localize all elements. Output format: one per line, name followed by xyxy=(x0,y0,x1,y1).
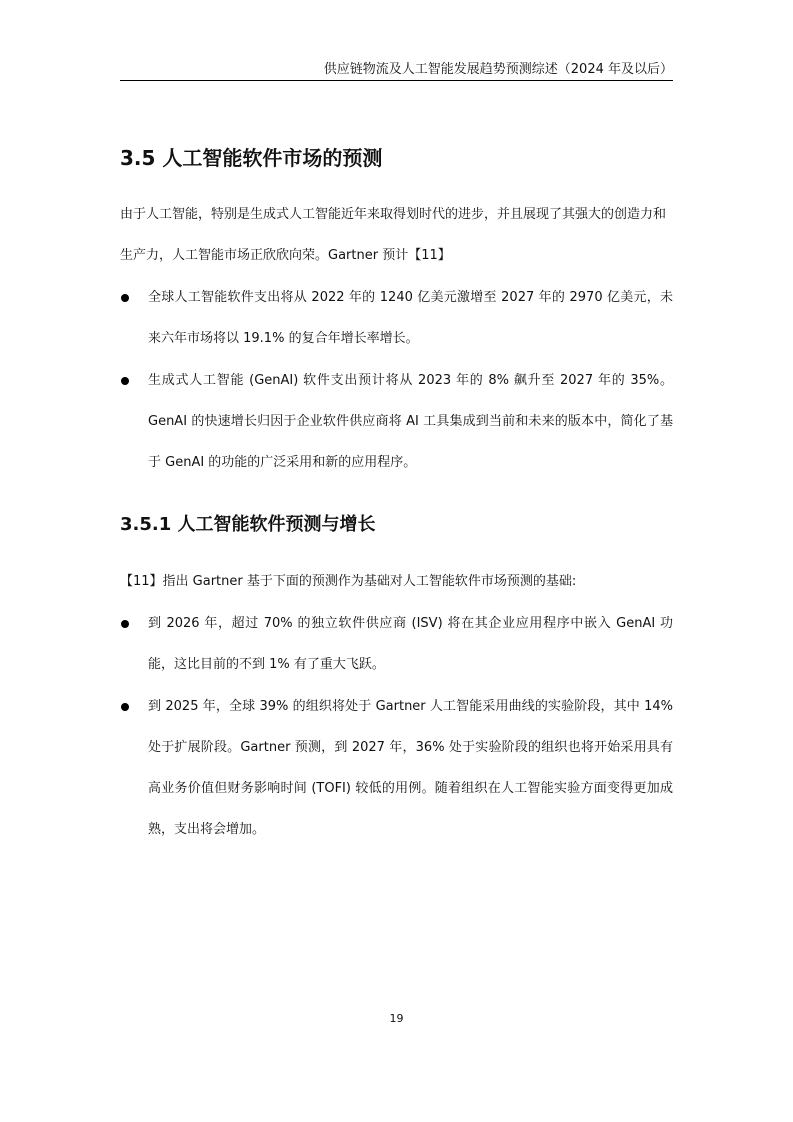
subsection-heading: 3.5.1 人工智能软件预测与增长 xyxy=(120,514,376,535)
bullet-dot-icon xyxy=(121,294,129,302)
subsection-intro-paragraph: 【11】指出 Gartner 基于下面的预测作为基础对人工智能软件市场预测的基础: xyxy=(120,574,577,589)
section-heading: 3.5 人工智能软件市场的预测 xyxy=(120,146,383,170)
list-item-text: 到 2025 年，全球 39% 的组织将处于 Gartner 人工智能采用曲线的实验阶段，其中 14% 处于扩展阶段。Gartner 预测，到 2027 年，36% 处于实验阶段的组织也将开始采用具有高业务价值但财务影响时间 (TOFI) 较低的用例。随着组织在人工智能实验方面变得更加成熟，支出将会增加。 xyxy=(148,699,673,837)
bullet-dot-icon xyxy=(121,377,129,385)
running-header: 供应链物流及人工智能发展趋势预测综述（2024 年及以后） xyxy=(323,62,673,77)
header-divider xyxy=(120,80,673,81)
list-item-text: 全球人工智能软件支出将从 2022 年的 1240 亿美元激增至 2027 年的 2970 亿美元，未来六年市场将以 19.1% 的复合年增长率增长。 xyxy=(148,290,673,346)
list-item-text: 生成式人工智能 (GenAI) 软件支出预计将从 2023 年的 8% 飙升至 2027 年的 35%。GenAI 的快速增长归因于企业软件供应商将 AI 工具集成到当前和未来的版本中，简化了基于 GenAI 的功能的广泛采用和新的应用程序。 xyxy=(148,373,673,470)
bullet-dot-icon xyxy=(121,620,129,628)
bullet-dot-icon xyxy=(121,703,129,711)
page-number: 19 xyxy=(389,1012,404,1025)
section-intro-paragraph: 由于人工智能，特别是生成式人工智能近年来取得划时代的进步，并且展现了其强大的创造力和生产力，人工智能市场正欣欣向荣。Gartner 预计【11】 xyxy=(120,207,667,263)
list-item-text: 到 2026 年，超过 70% 的独立软件供应商 (ISV) 将在其企业应用程序中嵌入 GenAI 功能，这比目前的不到 1% 有了重大飞跃。 xyxy=(148,616,673,672)
